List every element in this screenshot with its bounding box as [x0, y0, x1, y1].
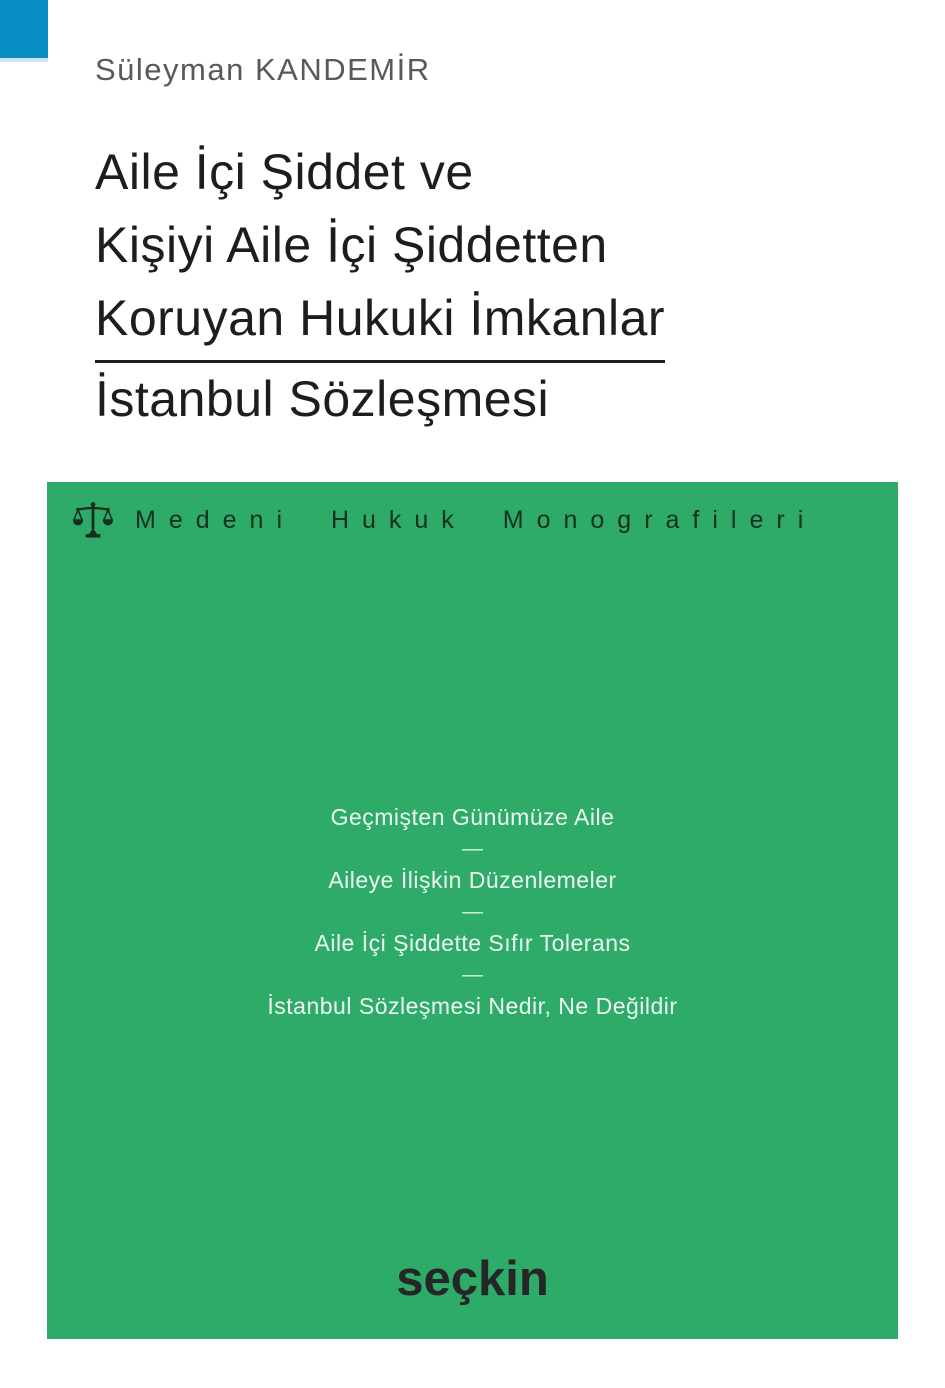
topic-separator: — — [462, 963, 483, 986]
topic-item-1: Geçmişten Günümüze Aile — [330, 804, 615, 830]
series-panel — [47, 482, 898, 1339]
series-title: Medeni Hukuk Monografileri — [135, 505, 817, 534]
corner-accent-strip — [0, 58, 48, 62]
topic-item-3: Aile İçi Şiddette Sıfır Tolerans — [314, 930, 631, 956]
corner-accent-square — [0, 0, 48, 58]
topics-list — [47, 802, 898, 1022]
scales-of-justice-icon — [73, 501, 113, 539]
series-header — [73, 498, 888, 542]
topic-separator: — — [462, 900, 483, 923]
title-line-2: Kişiyi Aile İçi Şiddetten — [95, 217, 608, 273]
author-name: Süleyman KANDEMİR — [95, 52, 431, 87]
topic-separator: — — [462, 837, 483, 860]
title-line-4: İstanbul Sözleşmesi — [95, 371, 550, 427]
topic-item-4: İstanbul Sözleşmesi Nedir, Ne Değildir — [267, 993, 678, 1019]
title-line-3: Koruyan Hukuki İmkanlar — [95, 282, 665, 363]
book-title — [95, 136, 665, 436]
topic-item-2: Aileye İlişkin Düzenlemeler — [328, 867, 617, 893]
publisher-logo: seçkin — [396, 1252, 549, 1306]
title-line-1: Aile İçi Şiddet ve — [95, 144, 474, 200]
